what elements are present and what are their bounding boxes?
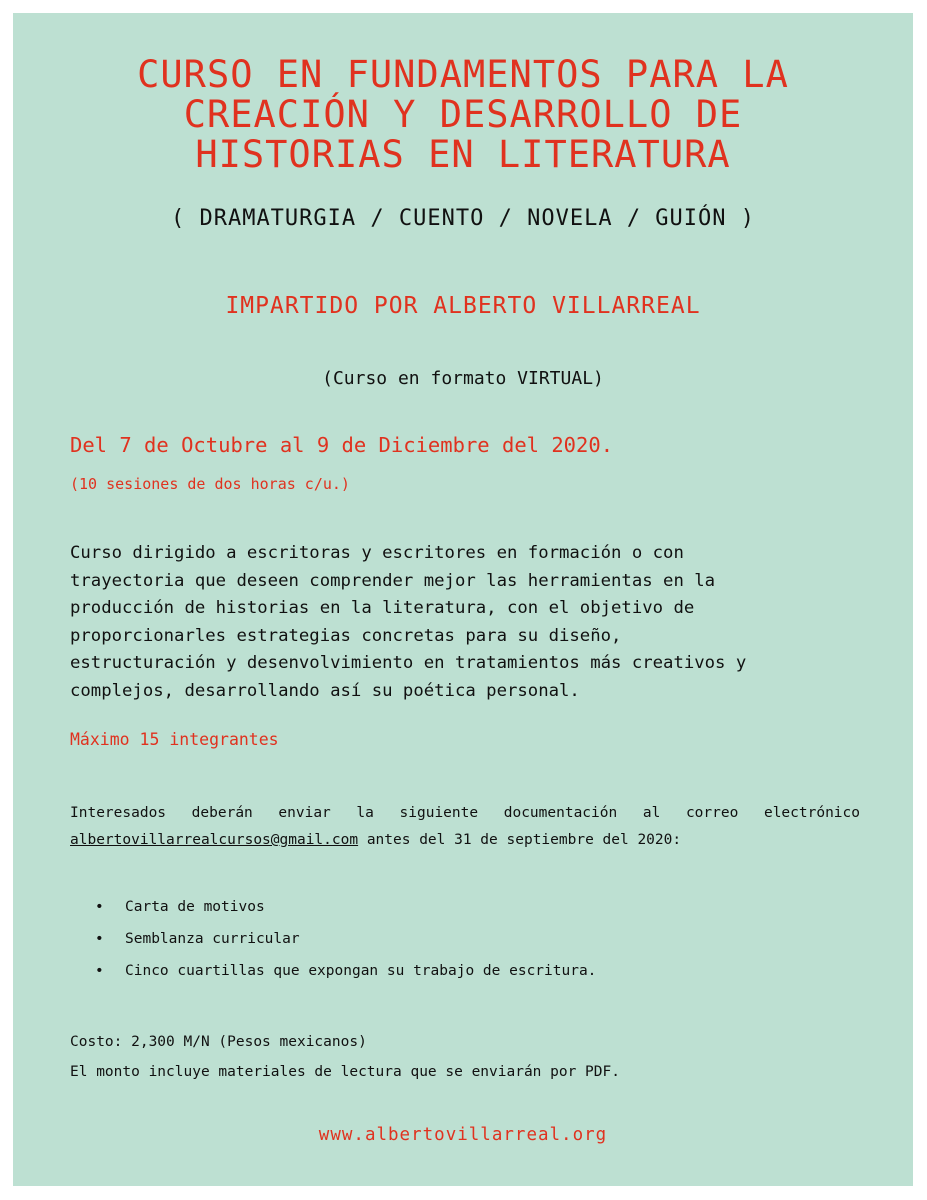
format-note: (Curso en formato VIRTUAL)	[322, 368, 604, 389]
description-line: Curso dirigido a escritoras y escritores en formación o con	[70, 543, 684, 563]
requirement-label: Carta de motivos	[125, 899, 265, 915]
email-link[interactable]: albertovillarrealcursos@gmail.com	[70, 832, 359, 848]
instructor-line: IMPARTIDO POR ALBERTO VILLARREAL	[225, 293, 701, 319]
bullet-icon: •	[95, 931, 104, 947]
list-item	[95, 931, 596, 963]
list-item	[95, 963, 596, 995]
description-line: trayectoria que deseen comprender mejor las herramientas en la	[70, 570, 716, 591]
deadline-text: antes del 31 de septiembre del 2020:	[358, 832, 682, 848]
website-link[interactable]: www.albertovillarreal.org	[318, 1125, 608, 1145]
bullet-icon: •	[95, 963, 104, 979]
course-dates: Del 7 de Octubre al 9 de Diciembre del 2020.	[70, 433, 614, 457]
list-item	[95, 899, 596, 931]
title-line-2: CREACIÓN Y DESARROLLO DE	[183, 93, 743, 136]
requirement-label: Semblanza curricular	[125, 931, 300, 947]
requirement-label: Cinco cuartillas que expongan su trabajo de escritura.	[125, 963, 597, 979]
bullet-icon: •	[95, 899, 104, 915]
instructions-line-1: Interesados deberán enviar la siguiente documentación al correo electrónico	[70, 805, 860, 821]
application-instructions	[70, 800, 860, 854]
title-line-1: CURSO EN FUNDAMENTOS PARA LA	[137, 53, 789, 96]
cost-section	[70, 1027, 620, 1087]
max-participants: Máximo 15 integrantes	[70, 730, 279, 749]
sessions-note: (10 sesiones de dos horas c/u.)	[70, 475, 350, 493]
cost-note: El monto incluye materiales de lectura que se enviarán por PDF.	[70, 1064, 620, 1080]
title-line-3: HISTORIAS EN LITERATURA	[195, 133, 731, 176]
description-line: producción de historias en la literatura, con el objetivo de	[70, 598, 695, 618]
instructions-line-2	[70, 832, 681, 848]
requirements-list	[95, 899, 596, 995]
description-line: proporcionarles estrategias concretas para su diseño,	[70, 625, 622, 646]
course-title	[13, 55, 913, 175]
description-line: complejos, desarrollando así su poética personal.	[70, 680, 580, 701]
course-description	[70, 540, 880, 705]
course-poster	[13, 13, 913, 1186]
description-line: estructuración y desenvolvimiento en tratamientos más creativos y	[70, 653, 747, 673]
genres-subtitle: ( DRAMATURGIA / CUENTO / NOVELA / GUIÓN )	[170, 206, 756, 231]
cost-line: Costo: 2,300 M/N (Pesos mexicanos)	[70, 1034, 367, 1050]
